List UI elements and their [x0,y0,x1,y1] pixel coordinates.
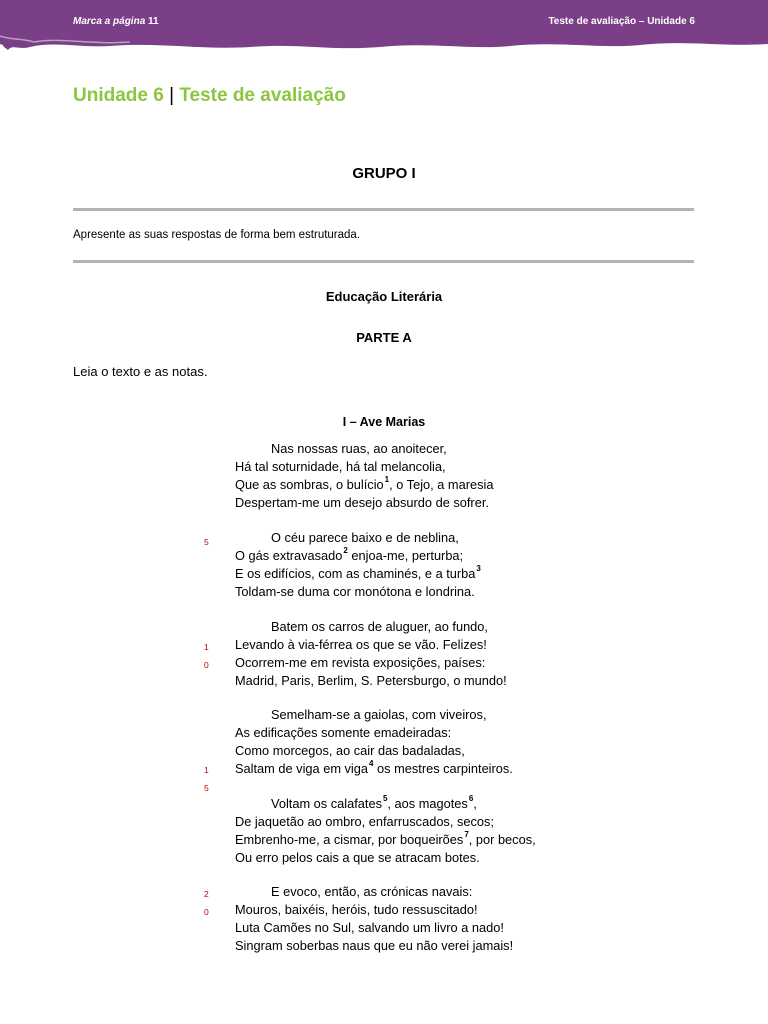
poem-line [235,761,513,776]
poem-line-text: os mestres carpinteiros. [373,761,513,776]
poem-line-text: Ocorrem-me em revista exposições, países: [235,655,486,670]
poem-line [235,637,487,652]
poem-line-text: Como morcegos, ao cair das badaladas, [235,743,465,758]
poem-line [235,495,489,510]
poem-line-text: Madrid, Paris, Berlim, S. Petersburgo, o mundo! [235,673,507,688]
header-test-title: Teste de avaliação – Unidade 6 [548,16,695,27]
poem-line-text: , [473,796,477,811]
poem-line [235,725,451,740]
poem-line-text: O céu parece baixo e de neblina, [271,530,459,545]
poem-line [235,938,513,953]
poem-line-text: Há tal soturnidade, há tal melancolia, [235,459,446,474]
poem-line-text: E os edifícios, com as chaminés, e a turba [235,566,476,581]
line-number: 5 [204,783,209,793]
test-name: Teste de avaliação [179,85,346,106]
footnote-marker: 6 [468,794,474,803]
poem-line [271,530,459,545]
footnote-marker: 2 [343,546,348,555]
poem-line-text: As edificações somente emadeiradas: [235,725,452,740]
line-number: 1 [204,642,209,652]
poem-line-text: Levando à via-férrea os que se vão. Felizes! [235,637,487,652]
page-marker-label: Marca a página [73,16,146,27]
poem-line-text: De jaquetão ao ombro, enfarruscados, secos; [235,814,494,829]
footnote-marker: 4 [369,759,374,768]
poem-line [235,850,480,865]
poem-line [235,655,485,670]
poem-line [271,796,477,811]
poem-line [271,619,488,634]
poem-line-text: Toldam-se duma cor monótona e londrina. [235,584,475,599]
poem-line-text: Embrenho-me, a cismar, por boqueirões [235,832,464,847]
poem-line-text: E evoco, então, as crónicas navais: [271,884,473,899]
header-page-marker [73,16,159,27]
poem-line-text: enjoa-me, perturba; [347,548,464,563]
poem-line-text: Mouros, baixéis, heróis, tudo ressuscitado! [235,902,478,917]
poem-line-text: Ou erro pelos cais a que se atracam botes. [235,850,480,865]
poem-line-text: , por becos, [468,832,536,847]
poem-line [235,459,446,474]
poem-line-text: Singram soberbas naus que eu não verei jamais! [235,938,514,953]
poem-line-text: Semelham-se a gaiolas, com viveiros, [271,707,487,722]
divider-bottom [73,260,694,263]
poem-line [235,584,475,599]
poem-line-text: Batem os carros de aluguer, ao fundo, [271,619,488,634]
footnote-marker: 1 [384,475,390,484]
poem-line-text: Saltam de viga em viga [235,761,369,776]
part-title: PARTE A [356,330,412,345]
footnote-marker: 7 [464,830,469,839]
footnote-marker: 5 [382,794,388,803]
poem-line [235,548,463,563]
page-number: 11 [148,16,159,27]
poem-title: I – Ave Marias [342,415,426,429]
poem-line [271,884,472,899]
poem-line [235,477,493,492]
poem-line-text: , o Tejo, a maresia [389,477,494,492]
instruction-text: Apresente as suas respostas de forma bem estruturada. [73,229,361,241]
line-number: 2 [204,889,209,899]
page-title [73,85,346,107]
poem-line [235,566,481,581]
poem-line [235,743,465,758]
group-heading: GRUPO I [352,165,416,182]
poem-line-text: Nas nossas ruas, ao anoitecer, [271,441,447,456]
poem-line-text: Que as sombras, o bulício [235,477,384,492]
footnote-marker: 3 [476,564,481,573]
poem-line [271,707,487,722]
poem-line [235,814,494,829]
poem-line [235,920,504,935]
line-number: 0 [204,660,209,670]
poem-line [235,673,507,688]
section-title: Educação Literária [325,289,443,304]
poem-line-text: Despertam-me um desejo absurdo de sofrer. [235,495,489,510]
poem-line-text: Voltam os calafates [271,796,382,811]
poem-line-text: Luta Camões no Sul, salvando um livro a nado! [235,920,504,935]
header-banner [0,0,768,58]
poem-line [235,832,536,847]
reading-instruction: Leia o texto e as notas. [73,364,208,379]
poem-line [235,902,478,917]
line-number: 0 [204,907,209,917]
banner-shape [0,0,768,58]
poem-line [271,441,447,456]
divider-top [73,208,694,211]
line-number: 1 [204,765,209,775]
unit-name: Unidade 6 [73,85,164,106]
poem-line-text: O gás extravasado [235,548,343,563]
line-number: 5 [204,537,209,547]
title-separator: | [169,85,175,106]
poem-line-text: , aos magotes [387,796,468,811]
